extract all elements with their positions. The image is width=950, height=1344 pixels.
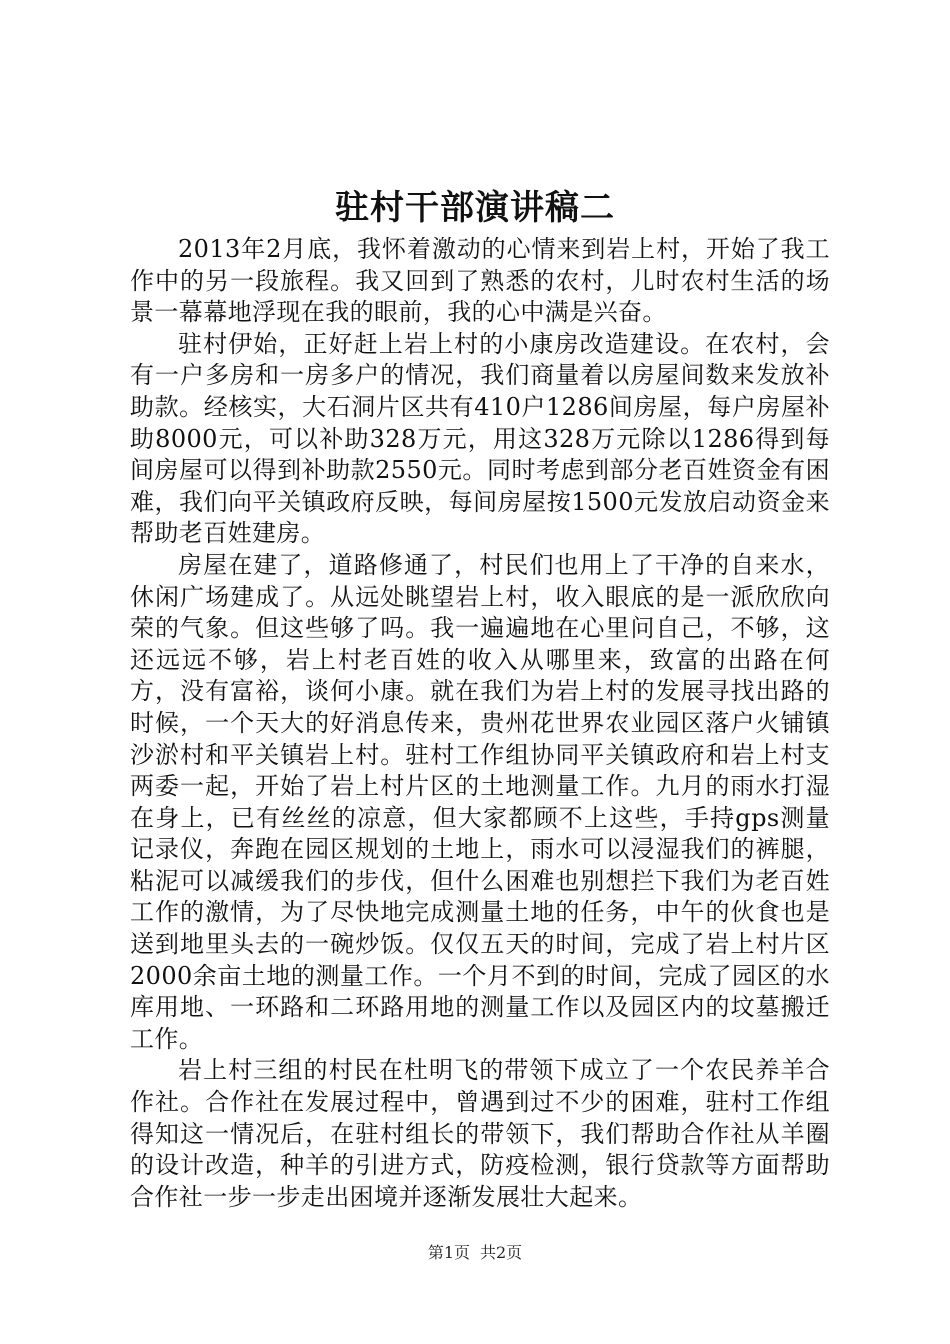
paragraph-4: 岩上村三组的村民在杜明飞的带领下成立了一个农民养羊合作社。合作社在发展过程中，曾遇到过不少的困难，驻村工作组得知这一情况后，在驻村组长的带领下，我们帮助合作社从羊圈的设计改造，种羊的引进方式，防疫检测，银行贷款等方面帮助合作社一步一步走出困境并逐渐发展壮大起来。 <box>130 1056 830 1211</box>
paragraph-2: 驻村伊始，正好赶上岩上村的小康房改造建设。在农村，会有一户多房和一房多户的情况，我们商量着以房屋间数来发放补助款。经核实，大石洞片区共有410户1286间房屋，每户房屋补助8000元，可以补助328万元，用这328万元除以1286得到每间房屋可以得到补助款2550元。同时考虑到部分老百姓资金有困难，我们向平关镇政府反映，每间房屋按1500元发放启动资金来帮助老百姓建房。 <box>130 329 830 548</box>
paragraph-1: 2013年2月底，我怀着激动的心情来到岩上村，开始了我工作中的另一段旅程。我又回到了熟悉的农村，儿时农村生活的场景一幕幕地浮现在我的眼前，我的心中满是兴奋。 <box>130 235 830 327</box>
page-number: 第1页 <box>427 1243 470 1262</box>
page-total: 共2页 <box>480 1243 523 1262</box>
page-footer <box>0 1242 950 1264</box>
document-body <box>130 234 830 1213</box>
paragraph-3: 房屋在建了，道路修通了，村民们也用上了干净的自来水，休闲广场建成了。从远处眺望岩上村，收入眼底的是一派欣欣向荣的气象。但这些够了吗。我一遍遍地在心里问自己，不够，这还远远不够，岩上村老百姓的收入从哪里来，致富的出路在何方，没有富裕，谈何小康。就在我们为岩上村的发展寻找出路的时候，一个天大的好消息传来，贵州花世界农业园区落户火铺镇沙淤村和平关镇岩上村。驻村工作组协同平关镇政府和岩上村支两委一起，开始了岩上村片区的土地测量工作。九月的雨水打湿在身上，已有丝丝的凉意，但大家都顾不上这些，手持gps测量记录仪，奔跑在园区规划的土地上，雨水可以浸湿我们的裤腿，粘泥可以减缓我们的步伐，但什么困难也别想拦下我们为老百姓工作的激情，为了尽快地完成测量土地的任务，中午的伙食也是送到地里头去的一碗炒饭。仅仅五天的时间，完成了岩上村片区2000余亩土地的测量工作。一个月不到的时间，完成了园区的水库用地、一环路和二环路用地的测量工作以及园区内的坟墓搬迁工作。 <box>130 550 830 1053</box>
document-title: 驻村干部演讲稿二 <box>335 188 615 228</box>
